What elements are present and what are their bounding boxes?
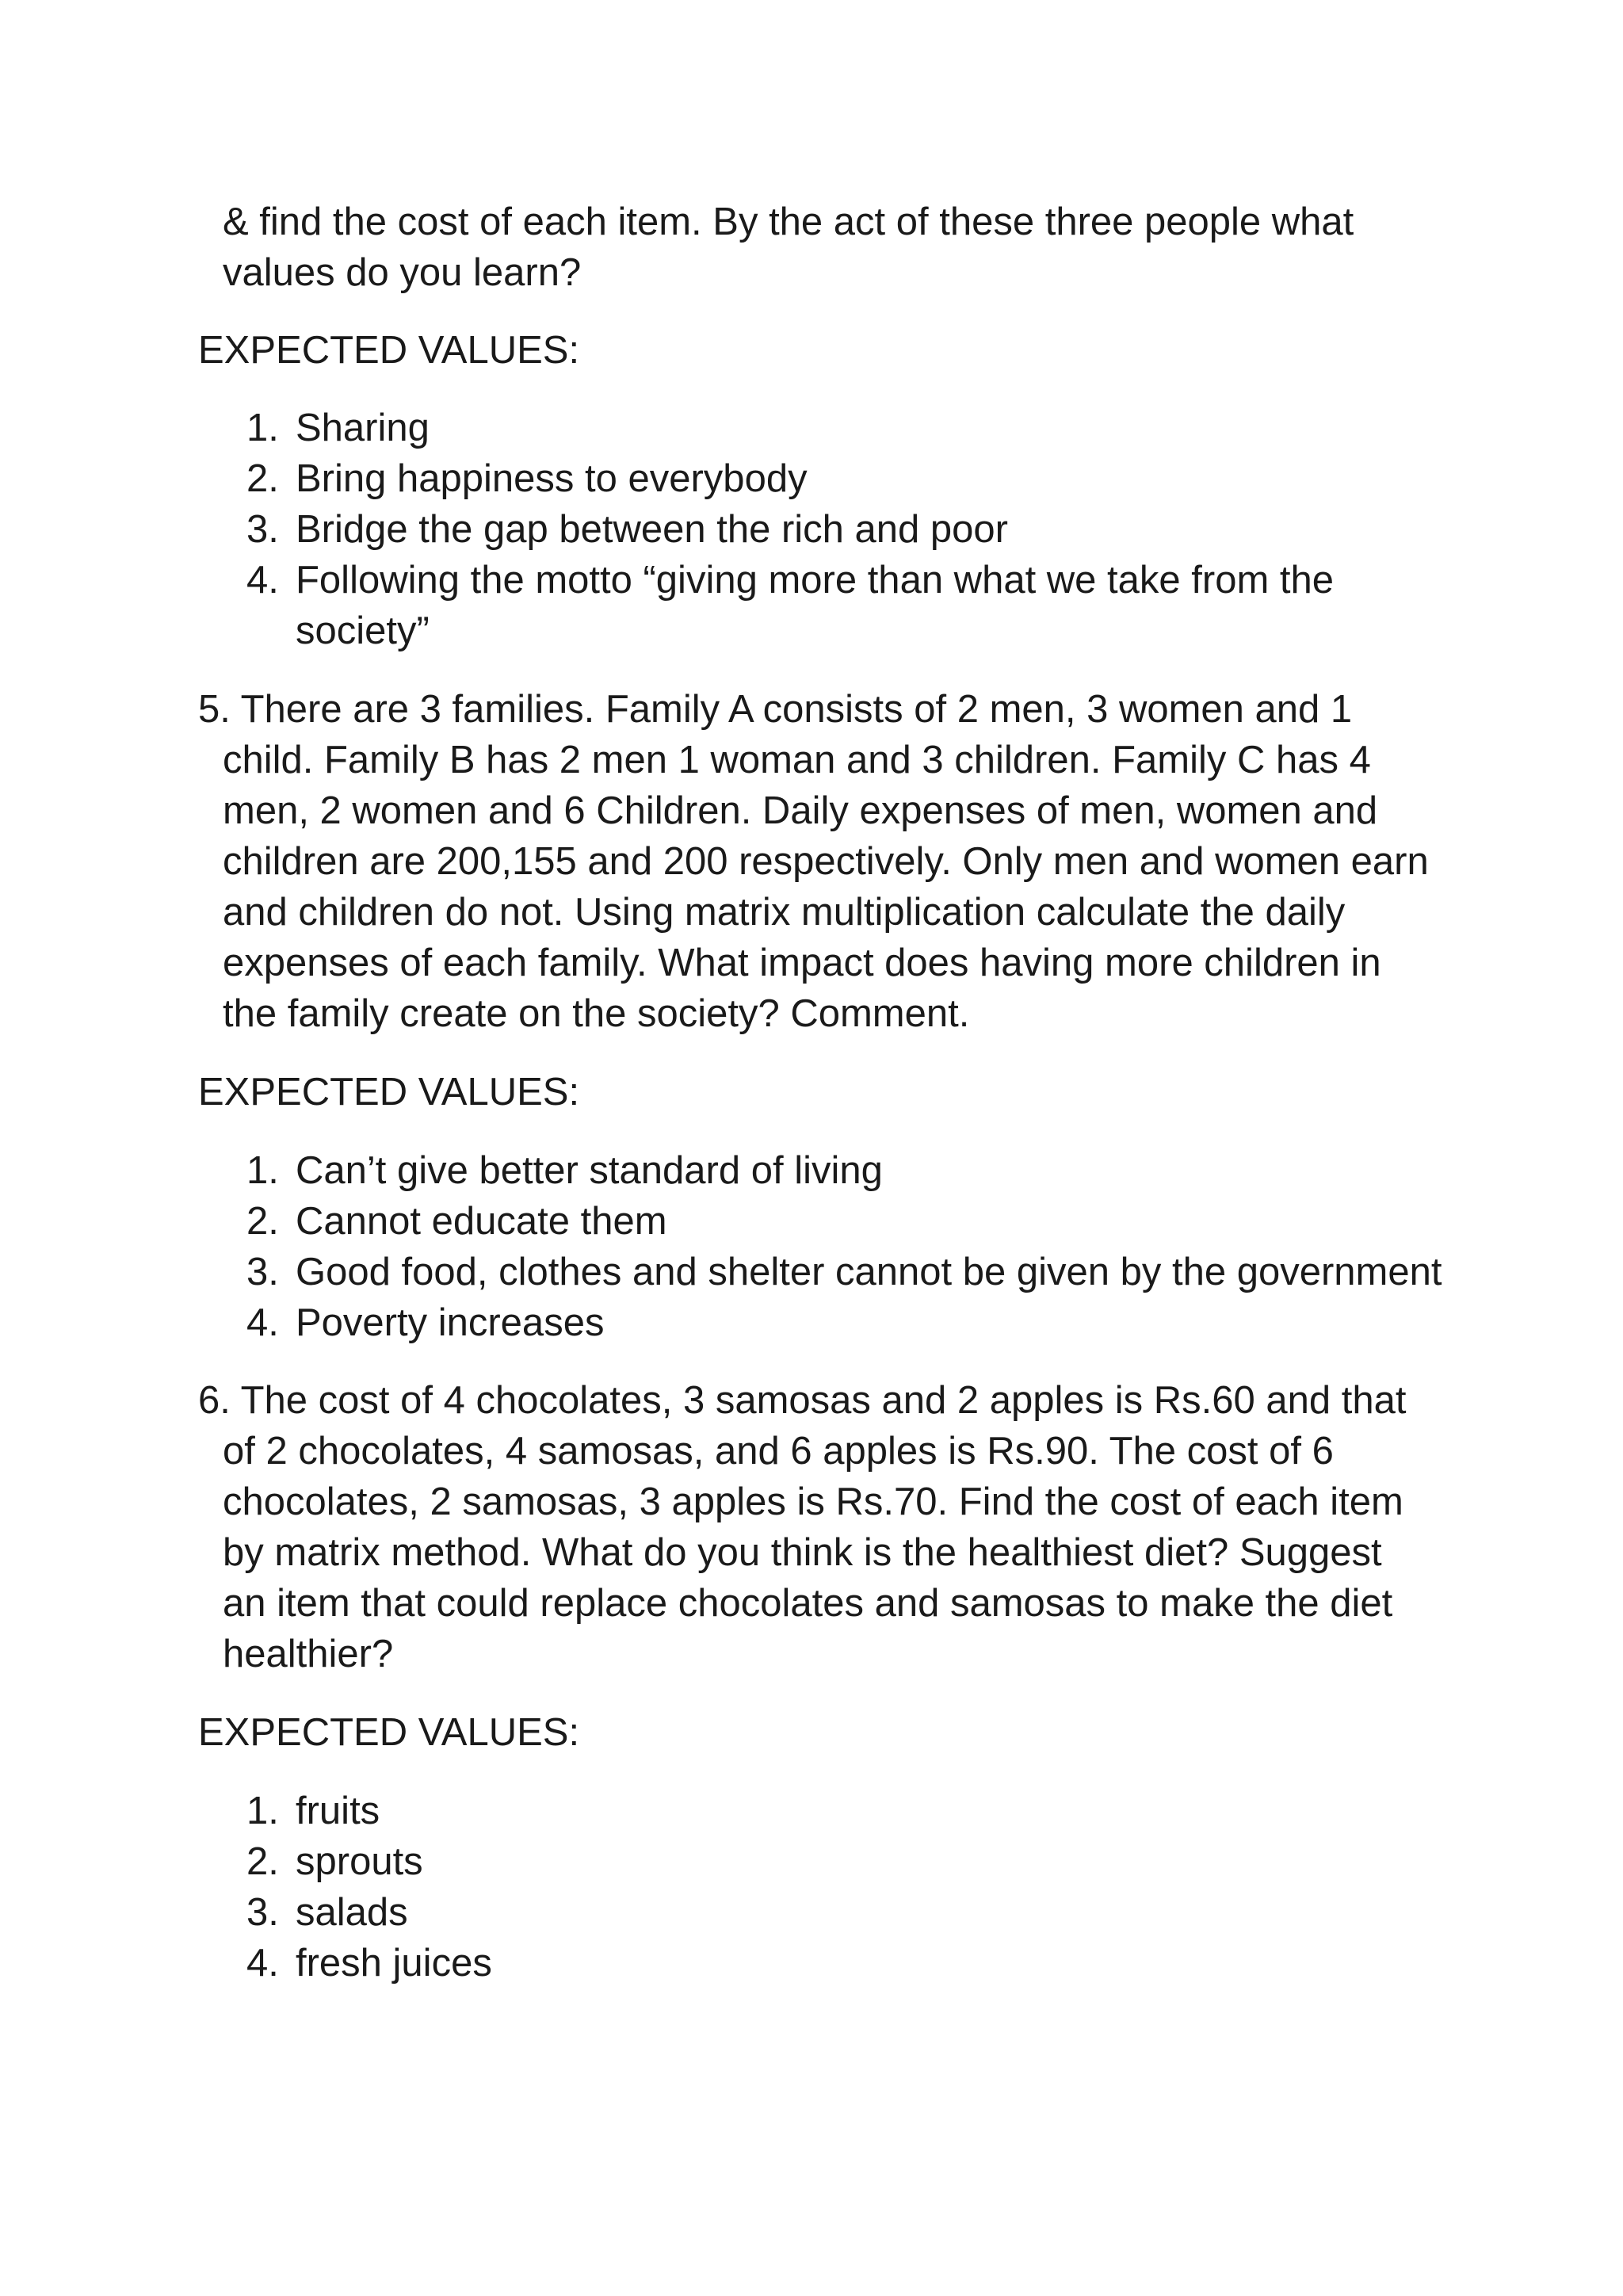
question5-line: the family create on the society? Comment. — [223, 992, 970, 1035]
list-item-number: 3. — [246, 1891, 279, 1934]
question6-line: chocolates, 2 samosas, 3 apples is Rs.70. Find the cost of each item — [223, 1480, 1403, 1523]
question4-continuation-line: values do you learn? — [223, 251, 582, 294]
list-item-number: 4. — [246, 1942, 279, 1985]
expected-values-heading: EXPECTED VALUES: — [198, 1711, 580, 1754]
expected-values-heading: EXPECTED VALUES: — [198, 1071, 580, 1114]
list-item: Sharing — [296, 407, 430, 449]
list-item: salads — [296, 1891, 408, 1934]
list-item-continuation: society” — [296, 609, 430, 652]
list-item: Poverty increases — [296, 1301, 605, 1344]
question4-continuation-line: & find the cost of each item. By the act of these three people what — [223, 201, 1354, 243]
list-item-number: 4. — [246, 559, 279, 602]
question5-line: and children do not. Using matrix multiplication calculate the daily — [223, 891, 1346, 934]
question6-line: 6. The cost of 4 chocolates, 3 samosas and 2 apples is Rs.60 and that — [198, 1379, 1407, 1422]
list-item-number: 2. — [246, 457, 279, 500]
list-item-number: 2. — [246, 1200, 279, 1243]
question5-line: children are 200,155 and 200 respectively. Only men and women earn — [223, 840, 1429, 883]
question6-line: by matrix method. What do you think is the healthiest diet? Suggest — [223, 1531, 1382, 1574]
list-item: Cannot educate them — [296, 1200, 667, 1243]
list-item: fruits — [296, 1790, 380, 1832]
list-item: Bridge the gap between the rich and poor — [296, 508, 1008, 551]
list-item-number: 3. — [246, 1251, 279, 1293]
list-item-number: 2. — [246, 1840, 279, 1883]
expected-values-heading: EXPECTED VALUES: — [198, 329, 580, 372]
list-item-number: 1. — [246, 1790, 279, 1832]
list-item-number: 1. — [246, 1149, 279, 1192]
list-item-number: 3. — [246, 508, 279, 551]
list-item: fresh juices — [296, 1942, 492, 1985]
question5-line: men, 2 women and 6 Children. Daily expenses of men, women and — [223, 789, 1378, 832]
list-item-number: 1. — [246, 407, 279, 449]
list-item: Can’t give better standard of living — [296, 1149, 883, 1192]
question6-line: an item that could replace chocolates and samosas to make the diet — [223, 1582, 1393, 1625]
question5-line: expenses of each family. What impact does having more children in — [223, 942, 1381, 984]
question6-line: healthier? — [223, 1633, 394, 1675]
question6-line: of 2 chocolates, 4 samosas, and 6 apples is Rs.90. The cost of 6 — [223, 1430, 1334, 1473]
list-item: Following the motto “giving more than what we take from the — [296, 559, 1335, 602]
question5-line: child. Family B has 2 men 1 woman and 3 children. Family C has 4 — [223, 739, 1371, 781]
list-item: Bring happiness to everybody — [296, 457, 808, 500]
list-item: sprouts — [296, 1840, 423, 1883]
question5-line: 5. There are 3 families. Family A consists of 2 men, 3 women and 1 — [198, 688, 1353, 731]
list-item: Good food, clothes and shelter cannot be given by the government — [296, 1251, 1442, 1293]
list-item-number: 4. — [246, 1301, 279, 1344]
